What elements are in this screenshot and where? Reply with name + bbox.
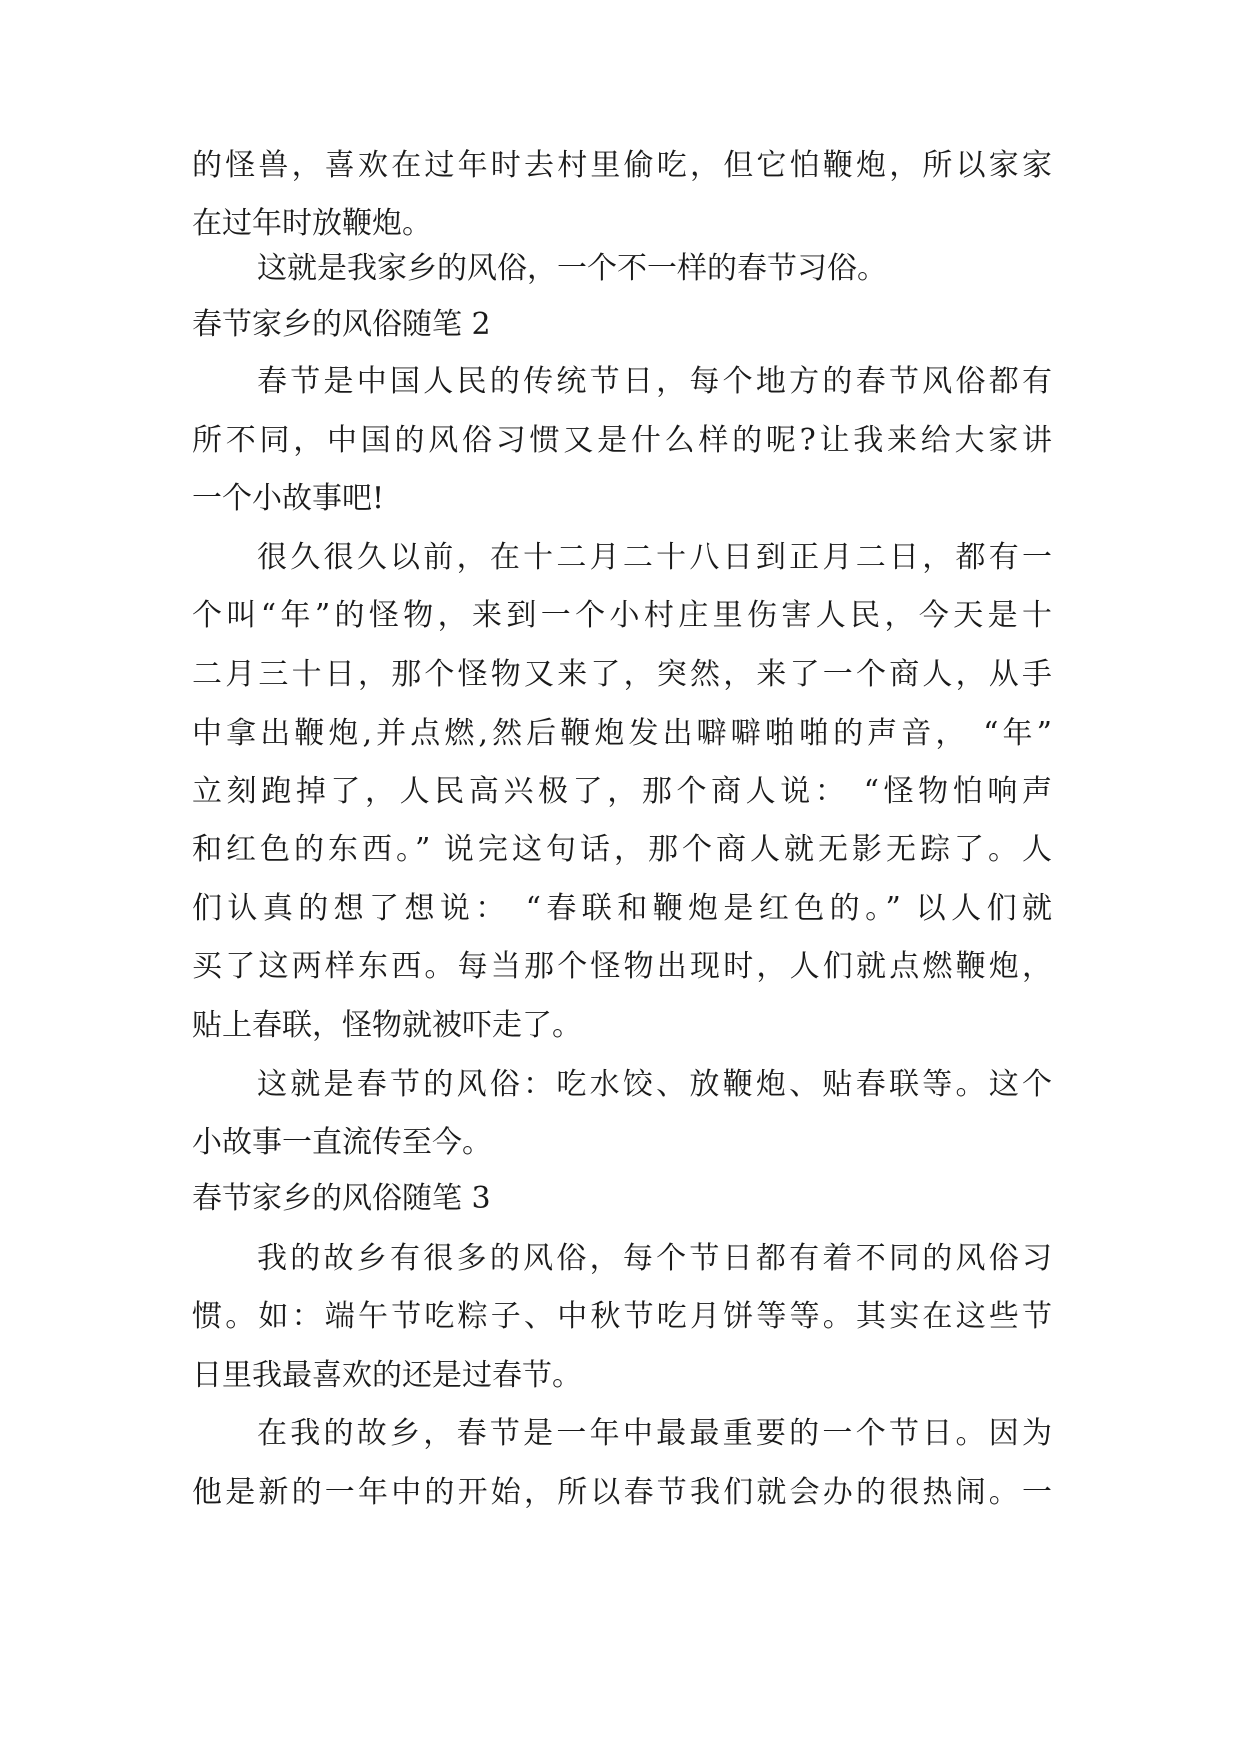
line-text: 在过年时放鞭炮。 <box>192 206 432 241</box>
line-text: 贴上春联，怪物就被吓走了。 <box>192 1008 582 1043</box>
line-text: 在我的故乡，春节是一年中最最重要的一个节日。因为 <box>257 1416 1052 1451</box>
line-text: 日里我最喜欢的还是过春节。 <box>192 1358 582 1393</box>
line-text: 们认真的想了想说： “春联和鞭炮是红色的。” 以人们就 <box>192 891 1052 926</box>
paragraph-line <box>0 1404 1241 1464</box>
paragraph-line <box>0 937 1241 997</box>
line-text: 我的故乡有很多的风俗，每个节日都有着不同的风俗习 <box>257 1241 1052 1276</box>
paragraph-line <box>0 352 1241 412</box>
paragraph-line <box>0 1463 1241 1523</box>
paragraph-line <box>0 586 1241 646</box>
line-text: 惯。如：端午节吃粽子、中秋节吃月饼等等。其实在这些节 <box>192 1299 1052 1334</box>
line-text: 小故事一直流传至今。 <box>192 1125 492 1160</box>
line-text: 所不同，中国的风俗习惯又是什么样的呢?让我来给大家讲 <box>192 423 1052 458</box>
line-text: 这就是我家乡的风俗，一个不一样的春节习俗。 <box>257 251 887 286</box>
paragraph-line <box>0 136 1241 196</box>
paragraph-line <box>0 469 1241 529</box>
paragraph-line <box>0 762 1241 822</box>
paragraph-line <box>0 820 1241 880</box>
paragraph-line <box>0 528 1241 588</box>
line-text: 二月三十日，那个怪物又来了，突然，来了一个商人，从手 <box>192 657 1052 692</box>
section-heading <box>0 1169 1241 1229</box>
paragraph-line <box>0 1113 1241 1173</box>
line-text: 中拿出鞭炮,并点燃,然后鞭炮发出噼噼啪啪的声音， “年” <box>192 716 1052 751</box>
paragraph-line <box>0 411 1241 471</box>
line-text: 的怪兽，喜欢在过年时去村里偷吃，但它怕鞭炮，所以家家 <box>192 148 1052 183</box>
section-heading <box>0 295 1241 355</box>
paragraph-line <box>0 645 1241 705</box>
heading-text: 春节家乡的风俗随笔 2 <box>192 307 491 342</box>
paragraph-line <box>0 1346 1241 1406</box>
paragraph-line <box>0 1287 1241 1347</box>
line-text: 很久很久以前，在十二月二十八日到正月二日，都有一 <box>257 540 1052 575</box>
paragraph-line <box>0 239 1241 299</box>
line-text: 春节是中国人民的传统节日，每个地方的春节风俗都有 <box>257 364 1052 399</box>
paragraph-line <box>0 996 1241 1056</box>
line-text: 买了这两样东西。每当那个怪物出现时，人们就点燃鞭炮， <box>192 949 1052 984</box>
heading-text: 春节家乡的风俗随笔 3 <box>192 1181 491 1216</box>
line-text: 和红色的东西。” 说完这句话，那个商人就无影无踪了。人 <box>192 832 1052 867</box>
line-text: 这就是春节的风俗：吃水饺、放鞭炮、贴春联等。这个 <box>257 1067 1052 1102</box>
line-text: 立刻跑掉了，人民高兴极了，那个商人说： “怪物怕响声 <box>192 774 1052 809</box>
paragraph-line <box>0 879 1241 939</box>
line-text: 他是新的一年中的开始，所以春节我们就会办的很热闹。一 <box>192 1475 1052 1510</box>
line-text: 个叫“年”的怪物，来到一个小村庄里伤害人民，今天是十 <box>192 598 1052 633</box>
paragraph-line <box>0 1229 1241 1289</box>
paragraph-line <box>0 704 1241 764</box>
line-text: 一个小故事吧! <box>192 481 385 516</box>
paragraph-line <box>0 1055 1241 1115</box>
